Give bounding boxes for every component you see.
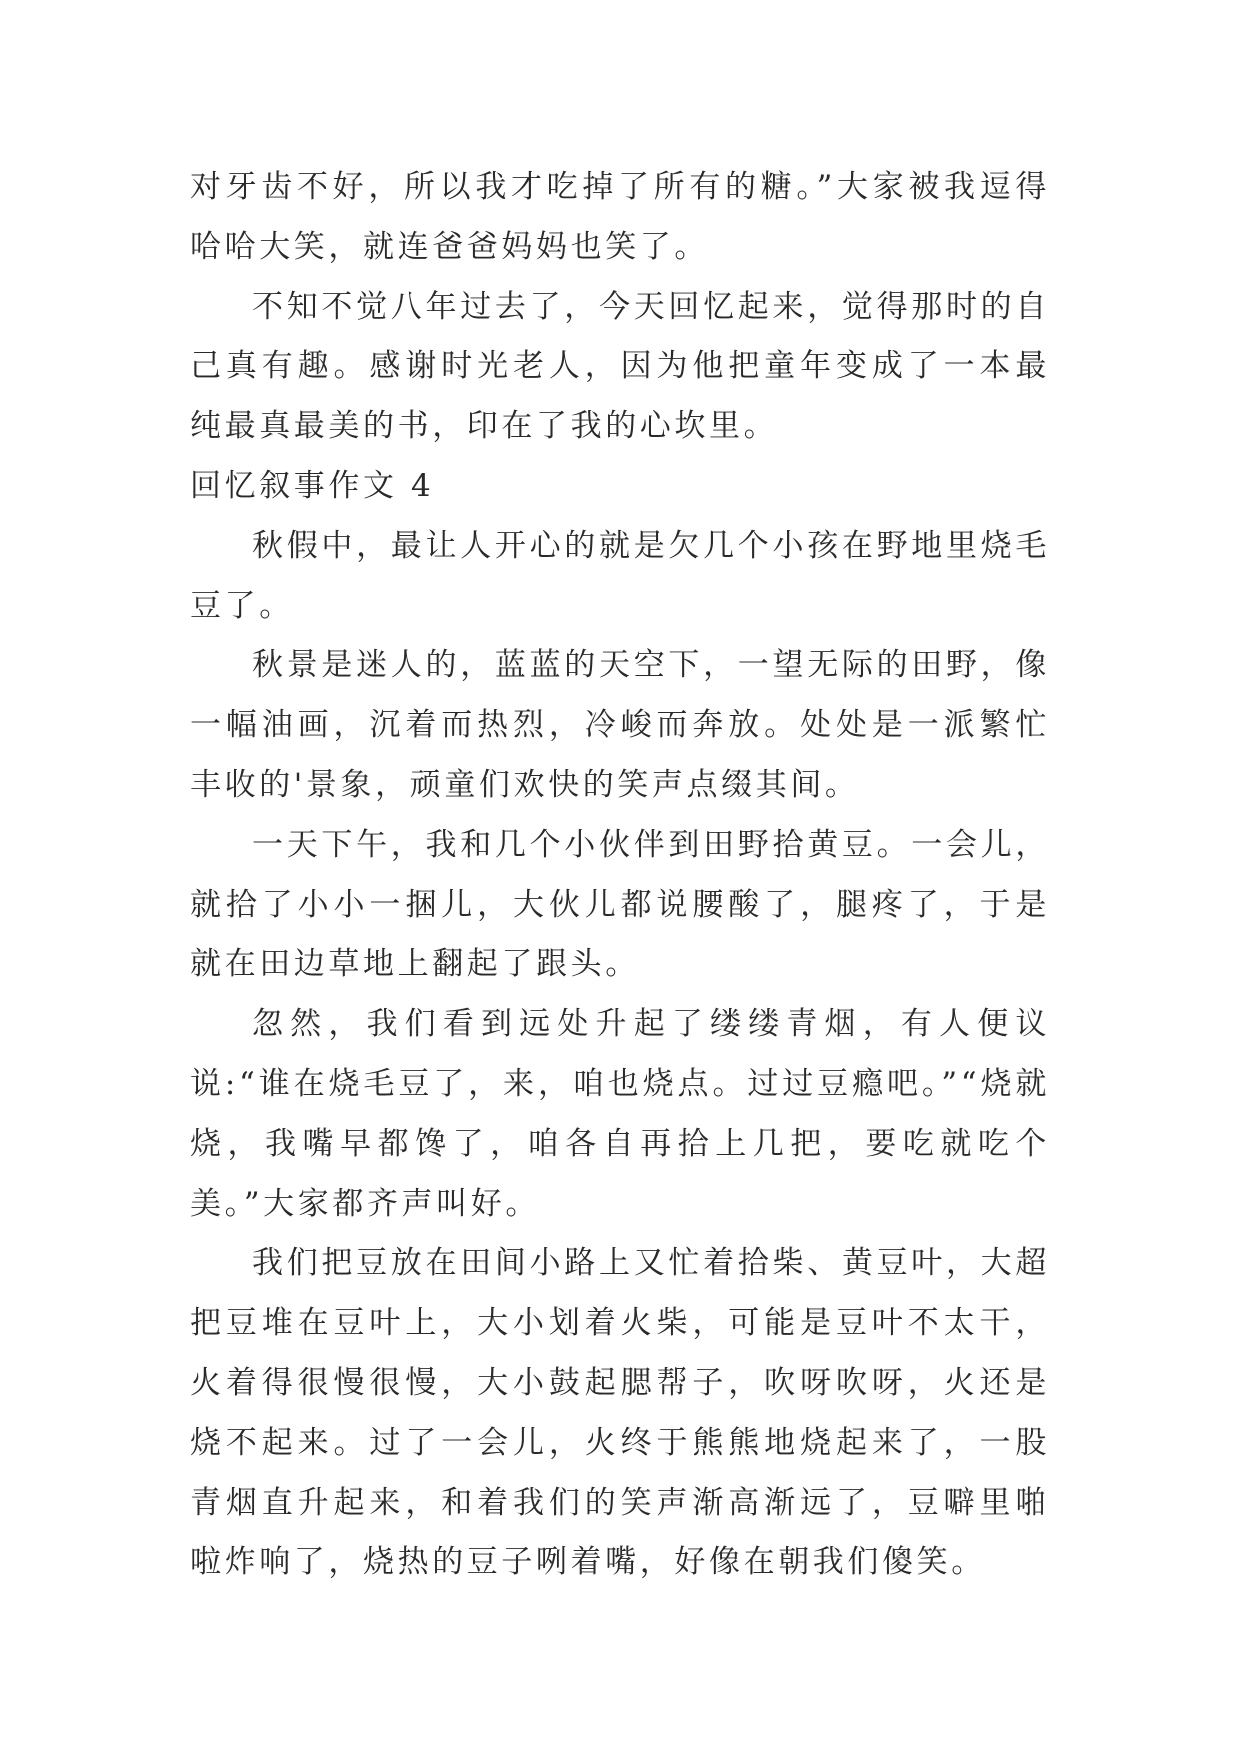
- essay-paragraph-5: 我们把豆放在田间小路上又忙着拾柴、黄豆叶，大超把豆堆在豆叶上，大小划着火柴，可能是豆叶不太干，火着得很慢很慢，大小鼓起腮帮子，吹呀吹呀，火还是烧不起来。过了一会儿，火终于熊熊地烧起来了，一股青烟直升起来，和着我们的笑声渐高渐远了，豆噼里啪啦炸响了，烧热的豆子咧着嘴，好像在朝我们傻笑。: [190, 1245, 1050, 1581]
- intro-paragraph-closing: 不知不觉八年过去了，今天回忆起来，觉得那时的自己真有趣。感谢时光老人，因为他把童年变成了一本最纯最真最美的书，印在了我的心坎里。: [190, 288, 1050, 445]
- essay-paragraph-4: 忽然，我们看到远处升起了缕缕青烟，有人便议说:“谁在烧毛豆了，来，咱也烧点。过过豆瘾吧。”“烧就烧，我嘴早都馋了，咱各自再拾上几把，要吃就吃个美。”大家都齐声叫好。: [190, 1006, 1050, 1222]
- section-title: 回忆叙事作文 4: [190, 467, 435, 504]
- essay-paragraph-3: 一天下午，我和几个小伙伴到田野拾黄豆。一会儿，就拾了小小一捆儿，大伙儿都说腰酸了，腿疼了，于是就在田边草地上翻起了跟头。: [190, 826, 1050, 983]
- intro-paragraph-continued: 对牙齿不好，所以我才吃掉了所有的糖。”大家被我逗得哈哈大笑，就连爸爸妈妈也笑了。: [190, 169, 1050, 265]
- essay-paragraph-1: 秋假中，最让人开心的就是欠几个小孩在野地里烧毛豆了。: [190, 527, 1050, 624]
- essay-paragraph-2: 秋景是迷人的，蓝蓝的天空下，一望无际的田野，像一幅油画，沉着而热烈，冷峻而奔放。处处是一派繁忙丰收的'景象，顽童们欢快的笑声点缀其间。: [190, 647, 1050, 803]
- document-body: [190, 158, 1050, 1593]
